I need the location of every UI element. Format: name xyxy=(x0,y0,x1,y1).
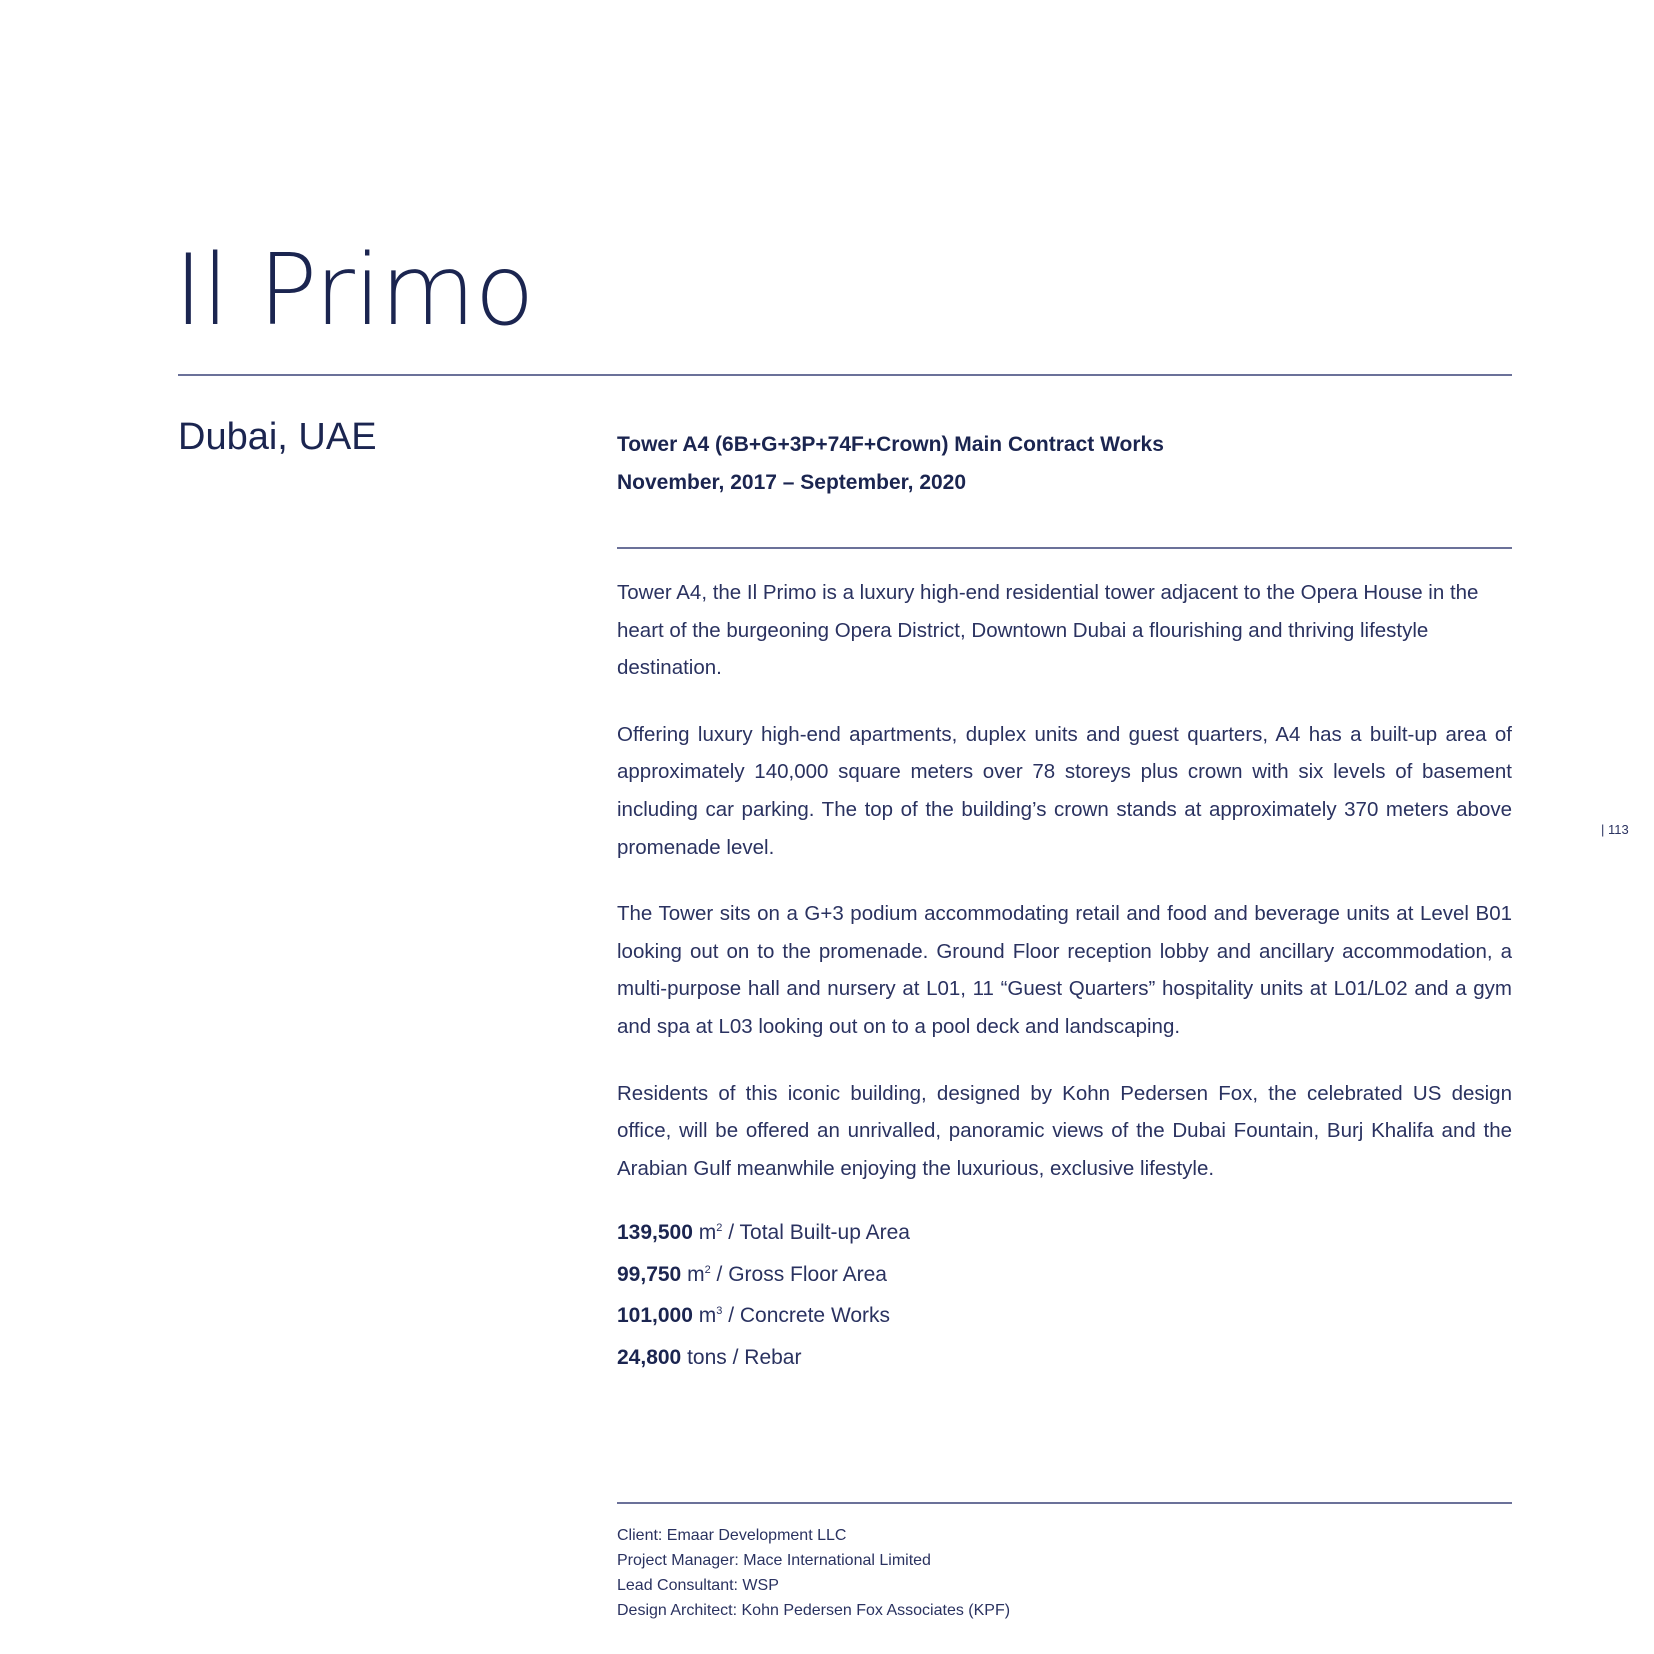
credit-lead-consultant: Lead Consultant: WSP xyxy=(617,1577,779,1594)
contract-info xyxy=(617,426,1512,502)
description-paragraph: Tower A4, the Il Primo is a luxury high-end residential tower adjacent to the Opera House in the heart of the burgeoning Opera District, Downtown Dubai a flourishing and thriving lifestyle destination. xyxy=(617,581,1479,680)
stat-unit: m xyxy=(687,1262,705,1286)
project-location: Dubai, UAE xyxy=(178,416,377,458)
project-stats xyxy=(617,1210,1512,1376)
credit-project-manager: Project Manager: Mace International Limited xyxy=(617,1552,931,1569)
contract-name: Tower A4 (6B+G+3P+74F+Crown) Main Contract Works xyxy=(617,433,1164,456)
stat-exponent: 3 xyxy=(716,1305,723,1317)
description-paragraph: The Tower sits on a G+3 podium accommodating retail and food and beverage units at Level B01 looking out on to the promenade. Ground Floor reception lobby and ancillary accommodation, a multi-purpose hall and nursery at L01, 11 “Guest Quarters” hospitality units at L01/L02 and a gym and spa at L03 looking out on to a pool deck and landscaping. xyxy=(617,902,1512,1038)
credit-client: Client: Emaar Development LLC xyxy=(617,1527,847,1544)
stat-row xyxy=(617,1252,1512,1294)
stat-row xyxy=(617,1210,1512,1252)
credits-divider xyxy=(617,1502,1512,1504)
project-description xyxy=(617,574,1512,1216)
stat-unit: tons xyxy=(687,1345,727,1369)
contract-period: November, 2017 – September, 2020 xyxy=(617,471,967,494)
stat-unit: m xyxy=(698,1221,717,1244)
page-title: Il Primo xyxy=(174,234,534,348)
credit-design-architect: Design Architect: Kohn Pedersen Fox Associates (KPF) xyxy=(617,1602,1011,1619)
stat-label: / Gross Floor Area xyxy=(710,1262,887,1286)
stat-exponent: 2 xyxy=(704,1263,711,1276)
stat-row xyxy=(617,1293,1512,1335)
section-divider xyxy=(617,547,1512,549)
stat-value: 139,500 xyxy=(617,1221,693,1244)
stat-exponent: 2 xyxy=(716,1222,723,1234)
stat-label: / Concrete Works xyxy=(722,1304,891,1327)
stat-label: / Rebar xyxy=(726,1345,802,1369)
page-number: | 113 xyxy=(1601,822,1629,837)
stat-value: 99,750 xyxy=(617,1262,682,1286)
project-credits xyxy=(617,1523,1512,1623)
stat-label: / Total Built-up Area xyxy=(722,1221,910,1244)
description-paragraph: Offering luxury high-end apartments, duplex units and guest quarters, A4 has a built-up area of approximately 140,000 square meters over 78 storeys plus crown with six levels of basement including car parking. The top of the building’s crown stands at approximately 370 meters above promenade level. xyxy=(617,722,1512,859)
stat-value: 101,000 xyxy=(617,1304,693,1327)
title-divider xyxy=(178,374,1512,376)
stat-unit: m xyxy=(698,1304,717,1327)
stat-value: 24,800 xyxy=(617,1345,682,1369)
description-paragraph: Residents of this iconic building, designed by Kohn Pedersen Fox, the celebrated US design office, will be offered an unrivalled, panoramic views of the Dubai Fountain, Burj Khalifa and the Arabian Gulf meanwhile enjoying the luxurious, exclusive lifestyle. xyxy=(617,1081,1512,1180)
stat-row xyxy=(617,1335,1512,1377)
